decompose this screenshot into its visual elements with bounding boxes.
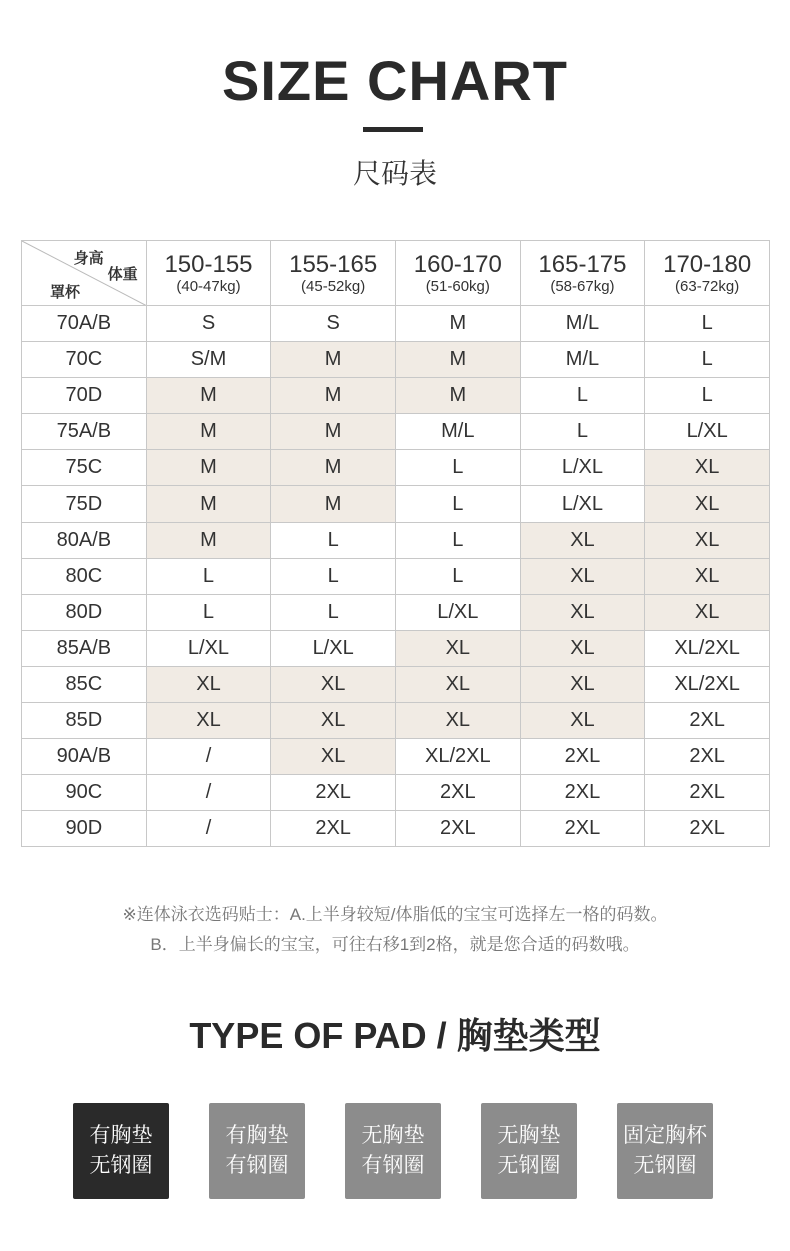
size-cell: L	[645, 306, 770, 342]
column-height: 170-180	[663, 250, 752, 278]
size-cell: S	[146, 306, 271, 342]
size-cell: /	[146, 739, 271, 775]
size-cell: 2XL	[395, 775, 520, 811]
size-cell: XL	[645, 594, 770, 630]
table-row	[22, 342, 770, 378]
size-cell: M	[395, 378, 520, 414]
size-cell: L	[271, 522, 396, 558]
pad-option-button[interactable]	[73, 1103, 169, 1199]
pad-section-title: TYPE OF PAD / 胸垫类型	[189, 1015, 601, 1056]
size-cell: L	[395, 450, 520, 486]
cup-size-cell: 80D	[22, 594, 147, 630]
size-cell: M/L	[395, 414, 520, 450]
size-cell: XL	[271, 739, 396, 775]
size-cell: XL	[395, 703, 520, 739]
corner-height-label: 身高	[73, 250, 104, 267]
size-cell: 2XL	[645, 739, 770, 775]
size-cell: L	[146, 558, 271, 594]
size-cell: M	[146, 414, 271, 450]
size-table	[21, 240, 770, 847]
size-cell: XL/2XL	[645, 666, 770, 702]
table-row	[22, 594, 770, 630]
pad-option-line1: 无胸垫	[361, 1124, 425, 1147]
column-height: 165-175	[538, 250, 627, 278]
size-cell: M	[395, 342, 520, 378]
table-row	[22, 666, 770, 702]
size-cell: XL	[271, 703, 396, 739]
size-cell: XL	[520, 666, 645, 702]
cup-size-cell: 80A/B	[22, 522, 147, 558]
column-weight: (51-60kg)	[425, 277, 490, 295]
size-cell: L	[395, 522, 520, 558]
size-cell: /	[146, 811, 271, 847]
size-cell: M/L	[520, 342, 645, 378]
size-cell: L/XL	[520, 450, 645, 486]
size-cell: L	[271, 594, 396, 630]
column-header	[146, 241, 271, 306]
table-row	[22, 414, 770, 450]
column-header	[520, 241, 645, 306]
size-cell: M	[146, 486, 271, 522]
pad-option-line2: 有钢圈	[361, 1154, 425, 1177]
size-cell: 2XL	[645, 775, 770, 811]
size-cell: 2XL	[520, 775, 645, 811]
size-cell: XL	[395, 666, 520, 702]
pad-option-button[interactable]	[209, 1103, 305, 1199]
size-cell: L	[271, 558, 396, 594]
size-cell: L	[146, 594, 271, 630]
column-header	[395, 241, 520, 306]
cup-size-cell: 85A/B	[22, 630, 147, 666]
size-cell: XL	[146, 703, 271, 739]
pad-option-line1: 固定胸杯	[623, 1124, 707, 1147]
size-cell: XL	[645, 558, 770, 594]
column-height: 150-155	[164, 250, 253, 278]
pad-option-button[interactable]	[345, 1103, 441, 1199]
page-subtitle: 尺码表	[352, 158, 437, 189]
size-cell: XL	[645, 450, 770, 486]
table-header-row	[22, 241, 770, 306]
pad-option-line2: 无钢圈	[497, 1154, 561, 1177]
pad-option-button[interactable]	[617, 1103, 713, 1199]
corner-cell	[22, 241, 147, 306]
cup-size-cell: 90A/B	[22, 739, 147, 775]
size-cell: M	[271, 486, 396, 522]
cup-size-cell: 85D	[22, 703, 147, 739]
pad-option-line2: 无钢圈	[633, 1154, 697, 1177]
cup-size-cell: 90D	[22, 811, 147, 847]
cup-size-cell: 70C	[22, 342, 147, 378]
size-cell: L	[645, 378, 770, 414]
size-cell: L	[395, 558, 520, 594]
cup-size-cell: 80C	[22, 558, 147, 594]
size-cell: XL	[520, 630, 645, 666]
size-cell: XL/2XL	[395, 739, 520, 775]
pad-option-line1: 有胸垫	[89, 1124, 153, 1147]
size-cell: XL	[645, 486, 770, 522]
size-cell: XL	[520, 703, 645, 739]
size-cell: S/M	[146, 342, 271, 378]
size-cell: M	[271, 450, 396, 486]
pad-option-line2: 无钢圈	[89, 1154, 153, 1177]
size-cell: L	[395, 486, 520, 522]
table-row	[22, 775, 770, 811]
size-cell: M	[146, 450, 271, 486]
size-cell: M	[271, 414, 396, 450]
size-cell: /	[146, 775, 271, 811]
cup-size-cell: 70A/B	[22, 306, 147, 342]
column-height: 160-170	[413, 250, 502, 278]
size-cell: XL/2XL	[645, 630, 770, 666]
size-cell: L	[520, 378, 645, 414]
size-cell: L/XL	[645, 414, 770, 450]
size-cell: 2XL	[520, 739, 645, 775]
table-row	[22, 306, 770, 342]
size-cell: XL	[271, 666, 396, 702]
pad-option-line1: 有胸垫	[225, 1124, 289, 1147]
column-header	[645, 241, 770, 306]
size-cell: L/XL	[146, 630, 271, 666]
cup-size-cell: 75C	[22, 450, 147, 486]
pad-option-button[interactable]	[481, 1103, 577, 1199]
size-cell: 2XL	[271, 775, 396, 811]
table-row	[22, 703, 770, 739]
cup-size-cell: 75A/B	[22, 414, 147, 450]
pad-option-line2: 有钢圈	[225, 1154, 289, 1177]
size-cell: L/XL	[395, 594, 520, 630]
pad-options	[73, 1103, 713, 1199]
cup-size-cell: 70D	[22, 378, 147, 414]
size-cell: M	[395, 306, 520, 342]
cup-size-cell: 90C	[22, 775, 147, 811]
table-row	[22, 522, 770, 558]
size-cell: L	[520, 414, 645, 450]
size-cell: M	[271, 378, 396, 414]
column-weight: (40-47kg)	[176, 277, 241, 295]
size-cell: XL	[395, 630, 520, 666]
table-row	[22, 486, 770, 522]
size-cell: 2XL	[520, 811, 645, 847]
column-weight: (63-72kg)	[675, 277, 740, 295]
column-weight: (58-67kg)	[550, 277, 615, 295]
size-tip-b: B．上半身偏长的宝宝，可往右移1到2格，就是您合适的码数哦。	[150, 935, 640, 954]
size-cell: XL	[520, 594, 645, 630]
title-divider	[363, 127, 423, 132]
size-cell: M/L	[520, 306, 645, 342]
size-cell: M	[146, 522, 271, 558]
table-row	[22, 558, 770, 594]
size-cell: L	[645, 342, 770, 378]
table-row	[22, 378, 770, 414]
column-header	[271, 241, 396, 306]
cup-size-cell: 75D	[22, 486, 147, 522]
size-cell: S	[271, 306, 396, 342]
column-height: 155-165	[289, 250, 378, 278]
size-tip-a: ※连体泳衣选码贴士：A.上半身较短/体脂低的宝宝可选择左一格的码数。	[122, 905, 668, 924]
size-cell: 2XL	[645, 811, 770, 847]
pad-option-line1: 无胸垫	[497, 1124, 561, 1147]
table-row	[22, 630, 770, 666]
size-cell: XL	[520, 558, 645, 594]
corner-cup-label: 罩杯	[50, 284, 81, 301]
size-cell: M	[271, 342, 396, 378]
column-weight: (45-52kg)	[301, 277, 366, 295]
size-cell: XL	[520, 522, 645, 558]
table-row	[22, 739, 770, 775]
size-cell: L/XL	[520, 486, 645, 522]
size-cell: 2XL	[271, 811, 396, 847]
size-cell: 2XL	[395, 811, 520, 847]
size-cell: XL	[645, 522, 770, 558]
size-cell: XL	[146, 666, 271, 702]
table-row	[22, 450, 770, 486]
cup-size-cell: 85C	[22, 666, 147, 702]
page-title: SIZE CHART	[222, 49, 568, 112]
table-row	[22, 811, 770, 847]
corner-weight-label: 体重	[107, 266, 138, 283]
size-cell: 2XL	[645, 703, 770, 739]
size-cell: L/XL	[271, 630, 396, 666]
size-cell: M	[146, 378, 271, 414]
